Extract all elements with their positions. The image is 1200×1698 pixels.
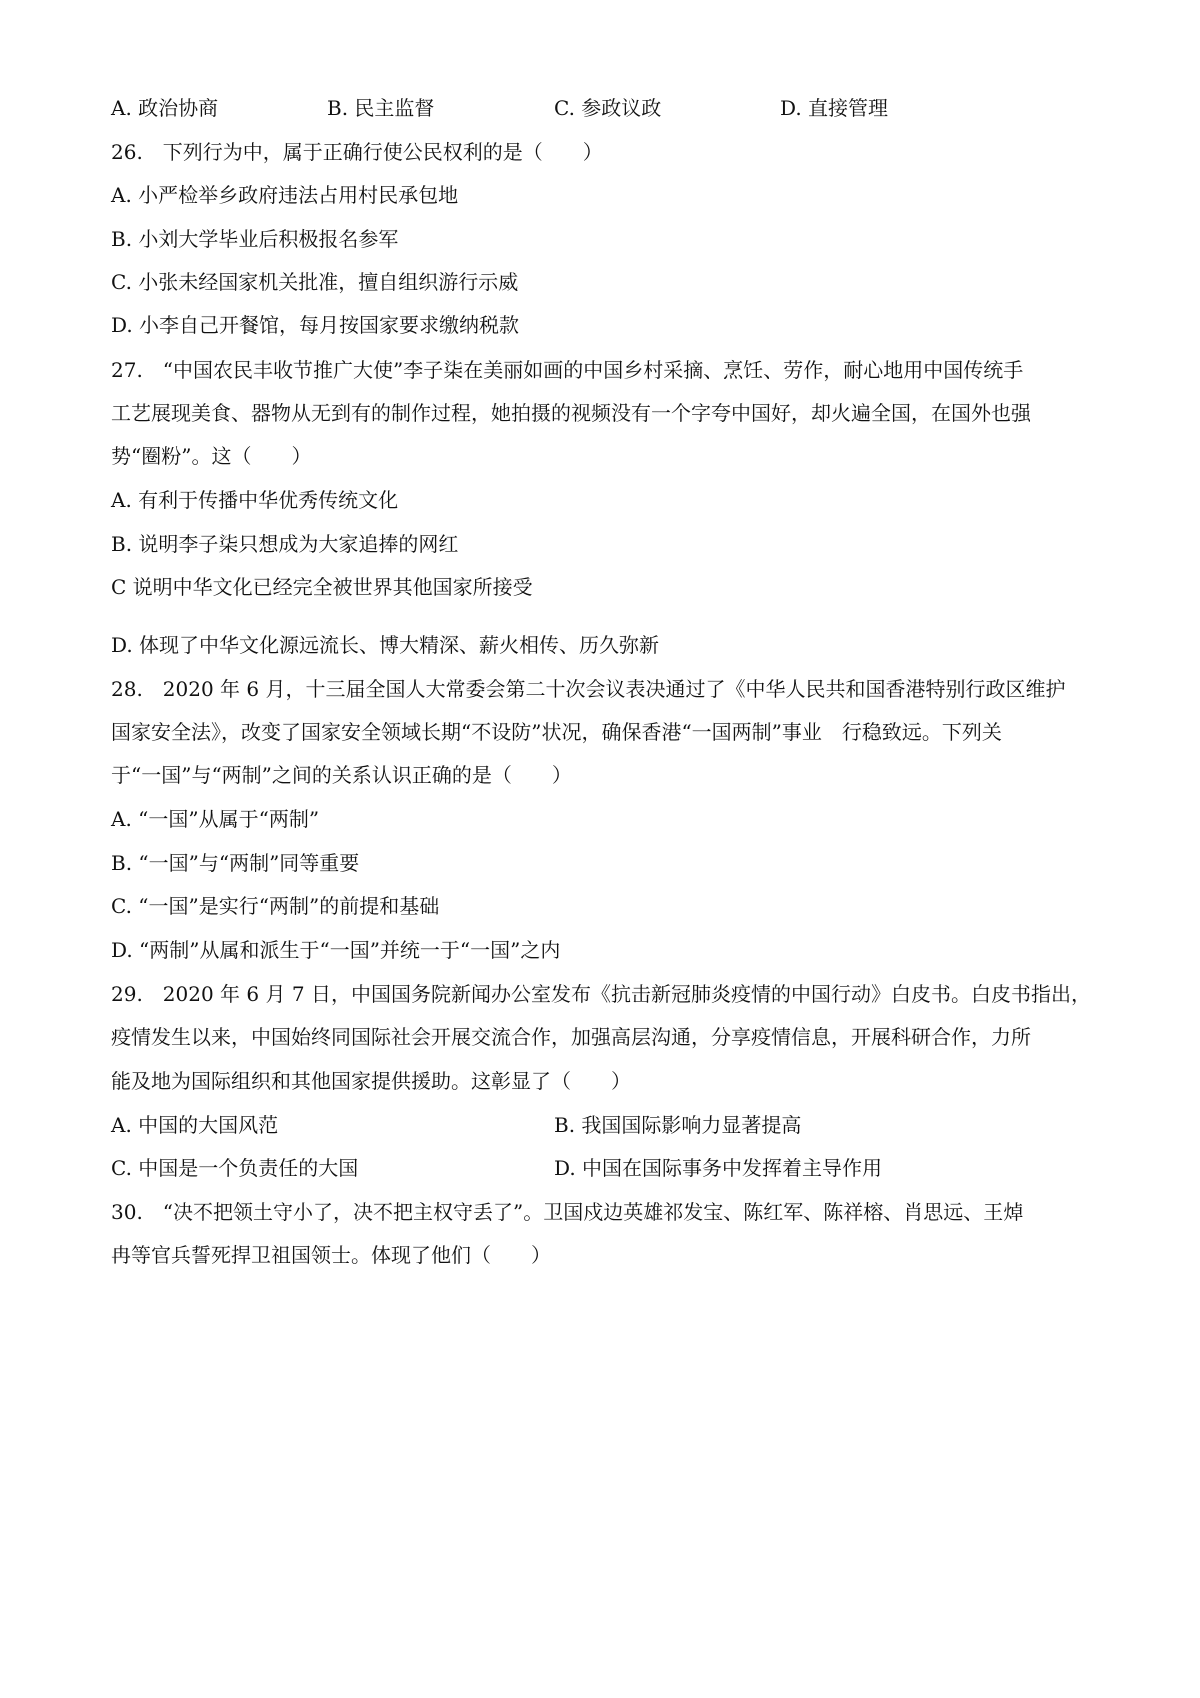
- q29-stem-line-2: 疫情发生以来，中国始终同国际社会开展交流合作，加强高层沟通，分享疫情信息，开展科研合作，力所: [111, 1025, 1031, 1049]
- q30-stem-line-1: 30. “决不把领土守小了，决不把主权守丢了”。卫国戍边英雄祁发宝、陈红军、陈祥榕、肖思远、王焯: [111, 1200, 1024, 1224]
- q28-option-a: A. “一国”从属于“两制”: [111, 807, 320, 831]
- q29-stem-line-1: 29. 2020 年 6 月 7 日，中国国务院新闻办公室发布《抗击新冠肺炎疫情的中国行动》白皮书。白皮书指出，: [111, 982, 1091, 1006]
- q29-options-row-1: [111, 1111, 1101, 1139]
- q27-stem-line-2: 工艺展现美食、器物从无到有的制作过程，她拍摄的视频没有一个字夸中国好，却火遍全国，在国外也强: [111, 401, 1031, 425]
- q27-option-c: C 说明中华文化已经完全被世界其他国家所接受: [111, 575, 533, 599]
- q29-option-d: D. 中国在国际事务中发挥着主导作用: [554, 1156, 883, 1180]
- q26-option-b: B. 小刘大学毕业后积极报名参军: [111, 227, 399, 251]
- q25-option-b: B. 民主监督: [327, 96, 435, 120]
- q26-option-c: C. 小张未经国家机关批准，擅自组织游行示威: [111, 270, 519, 294]
- q27-stem-line-3: 势“圈粉”。这（ ）: [111, 444, 312, 468]
- q25-options-row: [111, 94, 1101, 122]
- q28-stem-line-2: 国家安全法》，改变了国家安全领域长期“不设防”状况，确保香港“一国两制”事业 行稳致远。下列关: [111, 720, 1002, 744]
- q29-option-b: B. 我国国际影响力显著提高: [554, 1113, 802, 1137]
- q28-stem-line-3: 于“一国”与“两制”之间的关系认识正确的是（ ）: [111, 763, 572, 787]
- q27-option-a: A. 有利于传播中华优秀传统文化: [111, 488, 399, 512]
- q26-stem: 26. 下列行为中，属于正确行使公民权利的是（ ）: [111, 140, 603, 164]
- q27-option-d: D. 体现了中华文化源远流长、博大精深、薪火相传、历久弥新: [111, 633, 660, 657]
- q29-options-row-2: [111, 1154, 1101, 1182]
- q28-option-d: D. “两制”从属和派生于“一国”并统一于“一国”之内: [111, 938, 561, 962]
- q29-option-c: C. 中国是一个负责任的大国: [111, 1156, 359, 1180]
- q25-option-c: C. 参政议政: [554, 96, 662, 120]
- q28-stem-line-1: 28. 2020 年 6 月，十三届全国人大常委会第二十次会议表决通过了《中华人民共和国香港特别行政区维护: [111, 677, 1066, 701]
- q29-option-a: A. 中国的大国风范: [111, 1113, 279, 1137]
- q28-option-c: C. “一国”是实行“两制”的前提和基础: [111, 894, 440, 918]
- q25-option-a: A. 政治协商: [111, 96, 219, 120]
- q29-stem-line-3: 能及地为国际组织和其他国家提供援助。这彰显了（ ）: [111, 1069, 631, 1093]
- q26-option-a: A. 小严检举乡政府违法占用村民承包地: [111, 183, 459, 207]
- q26-option-d: D. 小李自己开餐馆，每月按国家要求缴纳税款: [111, 313, 520, 337]
- q30-stem-line-2: 冉等官兵誓死捍卫祖国领士。体现了他们（ ）: [111, 1243, 551, 1267]
- q27-stem-line-1: 27. “中国农民丰收节推广大使”李子柒在美丽如画的中国乡村采摘、烹饪、劳作，耐心地用中国传统手: [111, 358, 1024, 382]
- q28-option-b: B. “一国”与“两制”同等重要: [111, 851, 360, 875]
- q27-option-b: B. 说明李子柒只想成为大家追捧的网红: [111, 532, 459, 556]
- q25-option-d: D. 直接管理: [780, 96, 889, 120]
